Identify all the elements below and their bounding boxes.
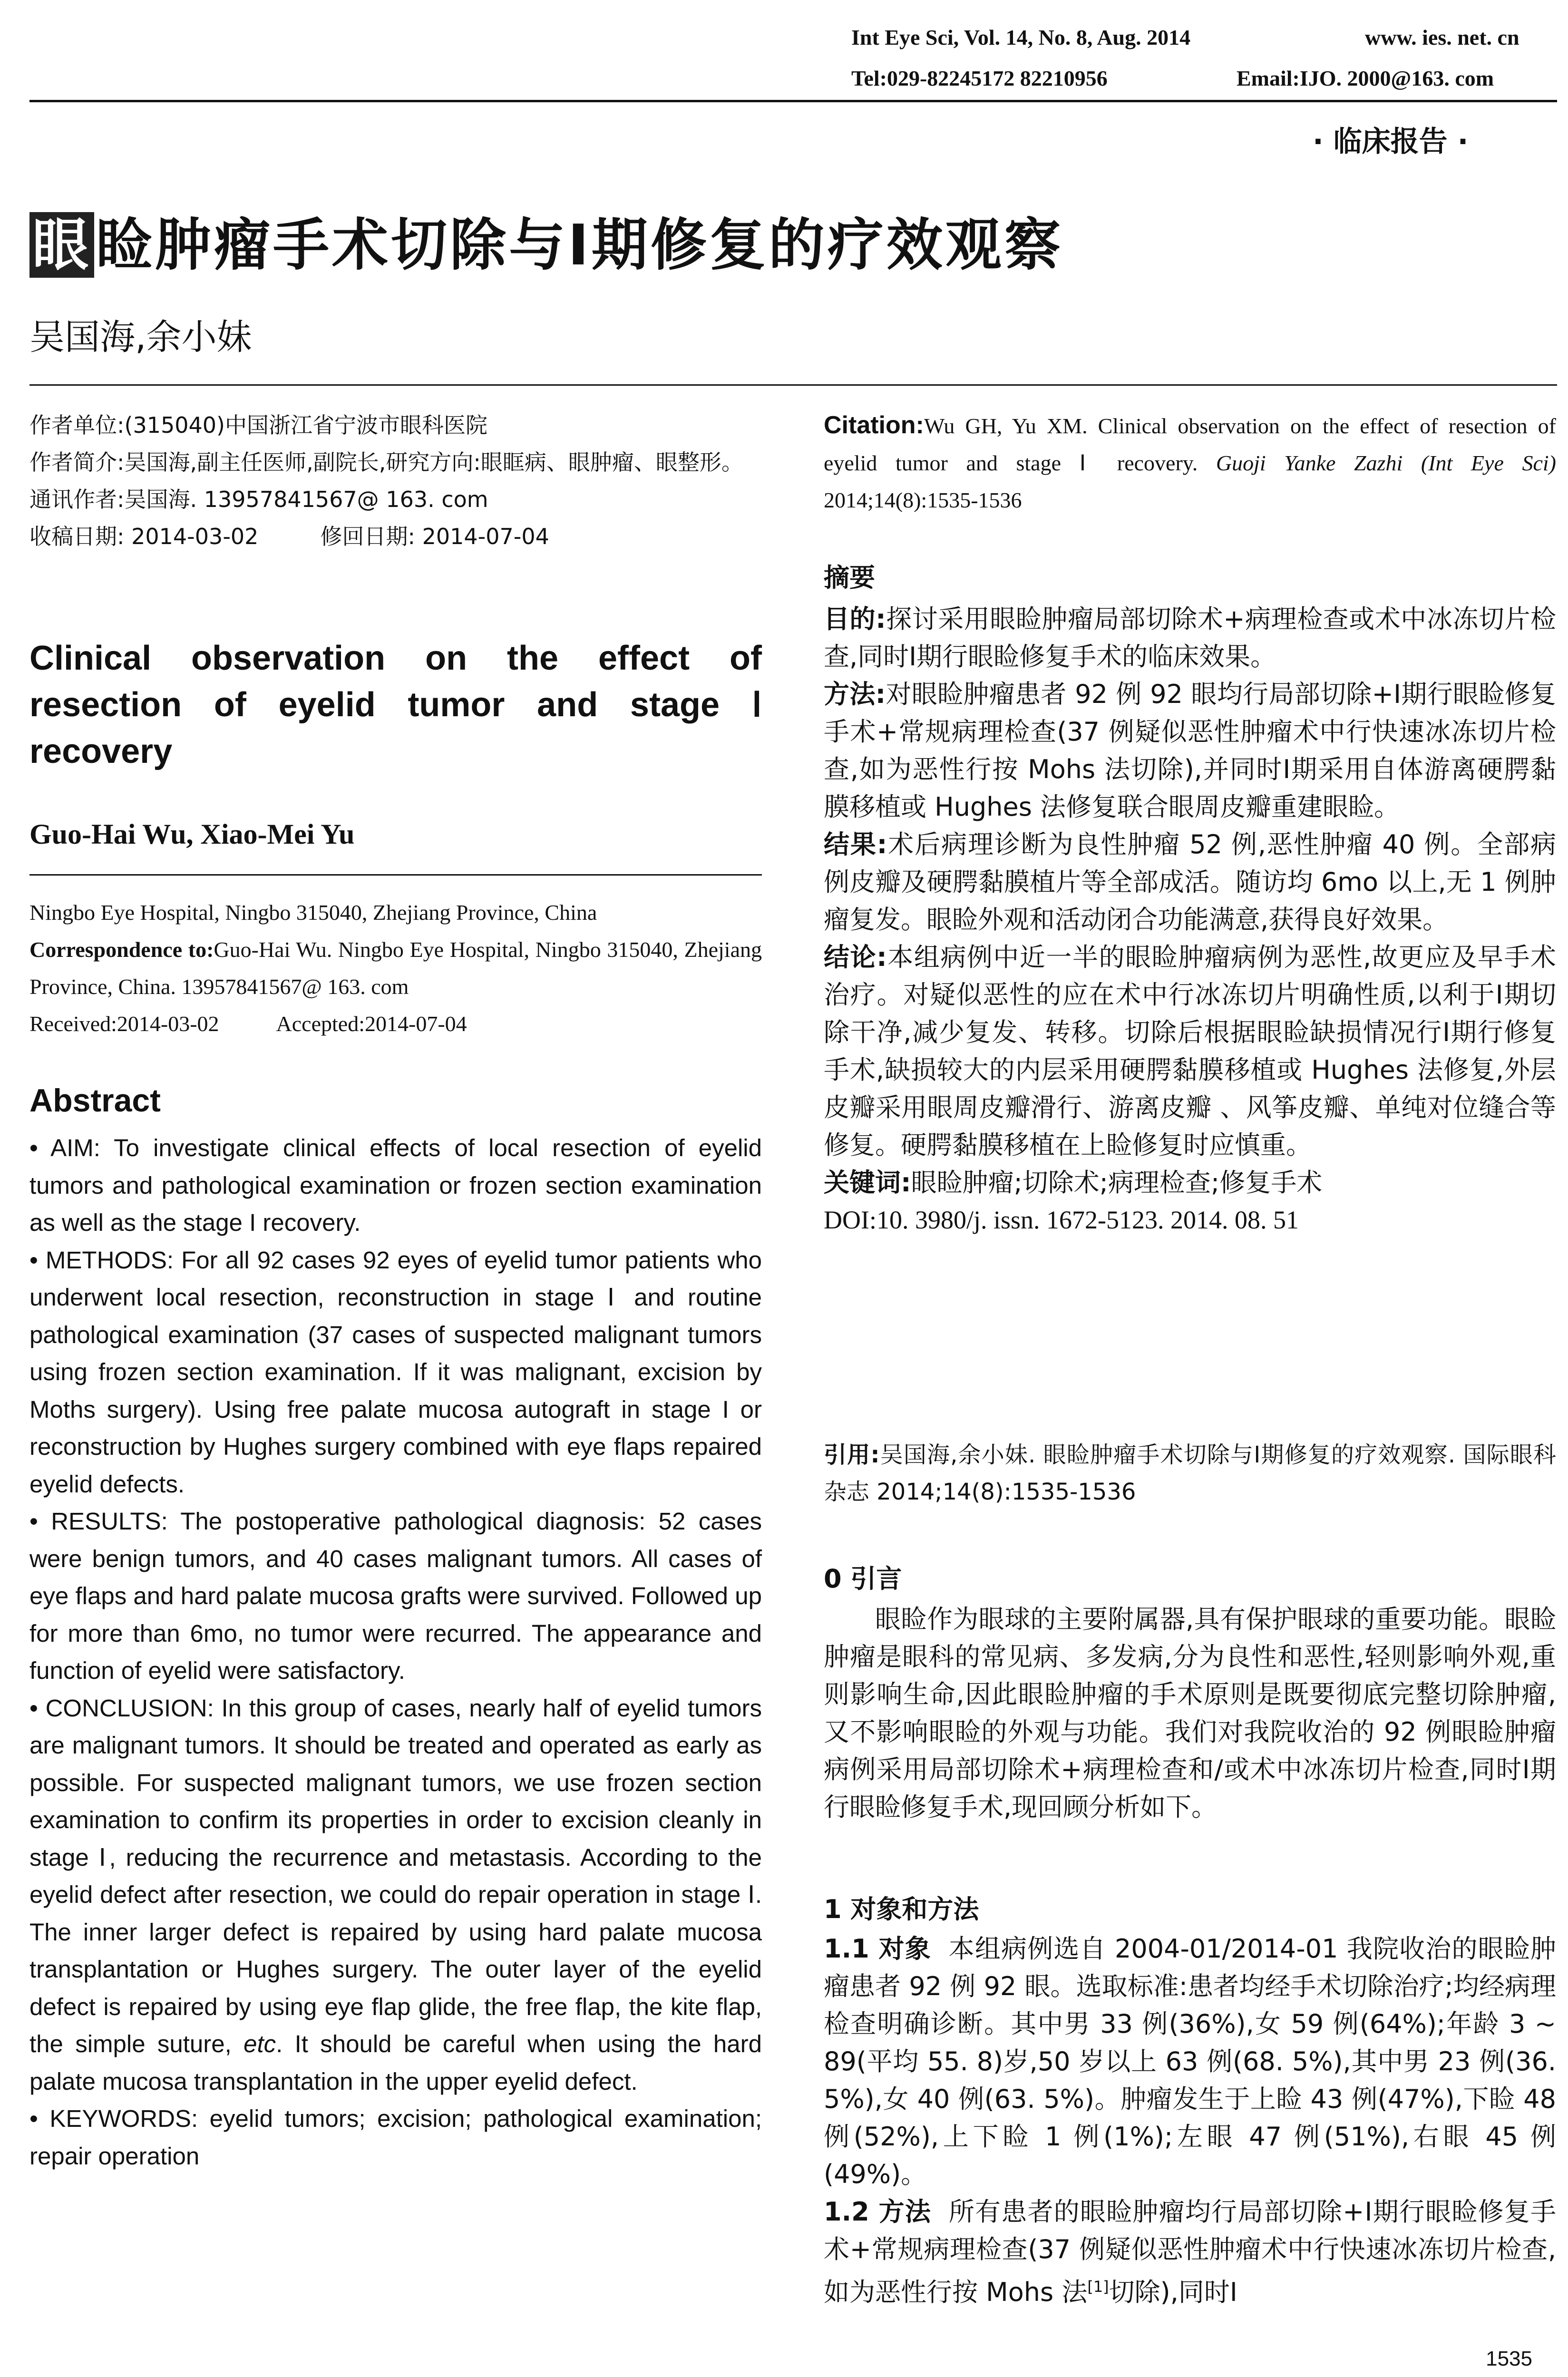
received-date-cn: 收稿日期: 2014-03-02 (29, 524, 259, 549)
conclusion-text: • CONCLUSION: In this group of cases, nearly half of eyelid tumors are malignant tumors. It should be treated and operated as early as possible. For suspected malignant tumors, we use frozen section examination to confirm its properties in order to excision cleanly in stage Ⅰ, reducing the recurrence and metastasis. According to the eyelid defect after resection, we could do repair operation in stage Ⅰ. The inner larger defect is repaired by using hard palate mucosa transplantation or Hughes surgery. The outer layer of the eyelid defect is repaired by using eye flap glide, the free flap, the kite flap, the simple suture, (29, 1694, 762, 2057)
page-number: 1535 (1486, 2347, 1532, 2370)
methods-text: 对眼睑肿瘤患者 92 例 92 眼均行局部切除+Ⅰ期行眼睑修复手术+常规病理检查(37 例疑似恶性肿瘤术中行快速冰冻切片检查,如为恶性行按 Mohs 法切除),并同时Ⅰ期采用自体游离硬腭黏膜移植或 Hughes 法修复联合眼周皮瓣重建眼睑。 (824, 679, 1556, 822)
conclusion-text-end: . It should be careful when using the hard palate mucosa transplantation in the upper eyelid defect. (29, 2030, 762, 2095)
citation-journal: Guoji Yanke Zazhi (Int Eye Sci) (1216, 451, 1556, 475)
author-bio: 作者简介:吴国海,副主任医师,副院长,研究方向:眼眶病、眼肿瘤、眼整形。 (29, 449, 743, 475)
aim-label: 目的: (824, 604, 886, 634)
doi: DOI:10. 3980/j. issn. 1672-5123. 2014. 08. 51 (824, 1206, 1299, 1234)
method-text: 所有患者的眼睑肿瘤均行局部切除+Ⅰ期行眼睑修复手术+常规病理检查(37 例疑似恶性肿瘤术中行快速冰冻切片检查,如为恶性行按 Mohs 法 (824, 2197, 1556, 2307)
methods-heading: 1 对象和方法 (824, 1894, 979, 1924)
accepted-date-en: Accepted:2014-07-04 (276, 1012, 467, 1036)
revised-date-cn: 修回日期: 2014-07-04 (320, 524, 549, 549)
abstract-aim: • AIM: To investigate clinical effects of local resection of eyelid tumors and pathological examination or frozen section examination as well as the stage I recovery. (29, 1134, 762, 1236)
abstract-cn-conclusion (824, 938, 1556, 1164)
keywords-label: 关键词: (824, 1168, 911, 1198)
author-info-cn (29, 407, 762, 555)
abstract-keywords: • KEYWORDS: eyelid tumors; excision; pathological examination; repair operation (29, 2105, 762, 2170)
citation-cn-label: 引用: (824, 1442, 880, 1468)
abstract-cn-keywords (824, 1164, 1556, 1201)
abstract-conclusion (29, 1690, 762, 2101)
journal-tel: Tel:029-82245172 82210956 (851, 66, 1108, 90)
citation-label: Citation: (824, 411, 924, 439)
citation-cn (824, 1436, 1556, 1510)
authors-cn: 吴国海,余小妹 (29, 317, 252, 358)
journal-info: Int Eye Sci, Vol. 14, No. 8, Aug. 2014 (851, 25, 1191, 49)
dates-en (29, 1005, 762, 1042)
citation-cn-text: 吴国海,余小妹. 眼睑肿瘤手术切除与Ⅰ期修复的疗效观察. 国际眼科杂志 2014;14(8):1535-1536 (824, 1442, 1556, 1505)
conclusion-label: 结论: (824, 942, 887, 972)
title-rule (29, 384, 1557, 386)
results-label: 结果: (824, 829, 887, 859)
methods-label: 方法: (824, 679, 886, 709)
abstract-cn-methods (824, 675, 1556, 826)
author-unit: 作者单位:(315040)中国浙江省宁波市眼科医院 (29, 412, 487, 438)
subject-label: 1.1 对象 (824, 1934, 931, 1964)
abstract-en (29, 1130, 762, 2175)
dates-cn (29, 518, 762, 555)
method-paragraph (824, 2193, 1556, 2311)
conclusion-etc: etc (243, 2030, 276, 2057)
author-rule (29, 874, 762, 876)
corresponding-author: 通讯作者:吴国海. 13957841567@ 163. com (29, 487, 488, 512)
conclusion-text-cn: 本组病例中近一半的眼睑肿瘤病例为恶性,故更应及早手术治疗。对疑似恶性的应在术中行冰冻切片明确性质,以利于Ⅰ期切除干净,减少复发、转移。切除后根据眼睑缺损情况行Ⅰ期行修复手术,缺损较大的内层采用硬腭黏膜移植或 Hughes 法修复,外层皮瓣采用眼周皮瓣滑行、游离皮瓣 、风筝皮瓣、单纯对位缝合等修复。硬腭黏膜移植在上睑修复时应慎重。 (824, 942, 1556, 1160)
intro-heading: 0 引言 (824, 1564, 902, 1594)
citation-volume: 2014;14(8):1535-1536 (824, 488, 1022, 512)
english-affiliation (29, 894, 762, 1042)
english-authors: Guo-Hai Wu, Xiao-Mei Yu (29, 818, 355, 850)
subject-text: 本组病例选自 2004-01/2014-01 我院收治的眼睑肿瘤患者 92 例 92 眼。选取标准:患者均经手术切除治疗;均经病理检查明确诊断。其中男 33 例(36%),女 59 例(64%);年龄 3 ~ 89(平均 55. 8)岁,50 岁以上 63 例(68. 5%),其中男 23 例(36. 5%),女 40 例(63. 5%)。肿瘤发生于上睑 43 例(47%),下睑 48 例(52%),上下睑 1 例(1%);左眼 47 例(51%),右眼 45 例(49%)。 (824, 1934, 1556, 2189)
abstract-heading: Abstract (29, 1082, 161, 1119)
abstract-methods: • METHODS: For all 92 cases 92 eyes of eyelid tumor patients who underwent local resection, reconstruction in stage Ⅰ and routine pathological examination (37 cases of suspected malignant tumors using frozen section examination. If it was malignant, excision by Moths surgery). Using free palate mucosa autograft in stage I or reconstruction by Hughes surgery combined with eye flaps repaired eyelid defects. (29, 1246, 762, 1498)
english-title: Clinical observation on the effect of resection of eyelid tumor and stage Ⅰ recovery (29, 639, 762, 770)
intro-paragraph: 眼睑作为眼球的主要附属器,具有保护眼球的重要功能。眼睑肿瘤是眼科的常见病、多发病,分为良性和恶性,轻则影响外观,重则影响生命,因此眼睑肿瘤的手术原则是既要彻底完整切除肿瘤,又不影响眼睑的外观与功能。我们对我院收治的 92 例眼睑肿瘤病例采用局部切除术+病理检查和/或术中冰冻切片检查,同时Ⅰ期行眼睑修复手术,现回顾分析如下。 (824, 1604, 1556, 1822)
received-date-en: Received:2014-03-02 (29, 1012, 219, 1036)
keywords-text: 眼睑肿瘤;切除术;病理检查;修复手术 (911, 1168, 1323, 1198)
citation-text: Wu GH, Yu XM. Clinical observation on the effect of resection of eyelid tumor and stage Ⅰ recovery. (824, 414, 1556, 475)
journal-website: www. ies. net. cn (1365, 25, 1519, 49)
reference-marker[interactable]: [1] (1087, 2278, 1109, 2296)
methods-body (824, 1930, 1556, 2311)
title-first-char: 眼 (29, 212, 94, 278)
method-text-end: 切除),同时Ⅰ (1109, 2277, 1237, 2307)
subject-paragraph (824, 1930, 1556, 2193)
title-rest: 睑肿瘤手术切除与Ⅰ期修复的疗效观察 (96, 212, 1063, 278)
section-tag: · 临床报告 · (1313, 125, 1469, 158)
aim-text: 探讨采用眼睑肿瘤局部切除术+病理检查或术中冰冻切片检查,同时Ⅰ期行眼睑修复手术的临床效果。 (824, 604, 1556, 672)
correspondence-text: Guo-Hai Wu. Ningbo Eye Hospital, Ningbo 315040, Zhejiang Province, China. 13957841567@ 163. com (29, 937, 762, 999)
journal-email: Email:IJO. 2000@163. com (1237, 66, 1494, 90)
correspondence (29, 931, 762, 1005)
correspondence-label: Correspondence to: (29, 937, 214, 962)
header-rule (29, 100, 1557, 102)
abstract-cn-heading: 摘要 (824, 563, 875, 593)
abstract-results: • RESULTS: The postoperative pathological diagnosis: 52 cases were benign tumors, and 40 cases malignant tumors. All cases of eye flaps and hard palate mucosa grafts were survived. Followed up for more than 6mo, no tumor were recurred. The appearance and function of eyelid were satisfactory. (29, 1508, 762, 1684)
abstract-cn (824, 600, 1556, 1239)
results-text: 术后病理诊断为良性肿瘤 52 例,恶性肿瘤 40 例。全部病例皮瓣及硬腭黏膜植片等全部成活。随访均 6mo 以上,无 1 例肿瘤复发。眼睑外观和活动闭合功能满意,获得良好效果。 (824, 829, 1556, 935)
affiliation: Ningbo Eye Hospital, Ningbo 315040, Zhejiang Province, China (29, 900, 597, 925)
abstract-cn-aim (824, 600, 1556, 675)
citation-en (824, 407, 1556, 519)
article-title (29, 200, 1063, 281)
method-label: 1.2 方法 (824, 2197, 932, 2227)
abstract-cn-results (824, 826, 1556, 938)
